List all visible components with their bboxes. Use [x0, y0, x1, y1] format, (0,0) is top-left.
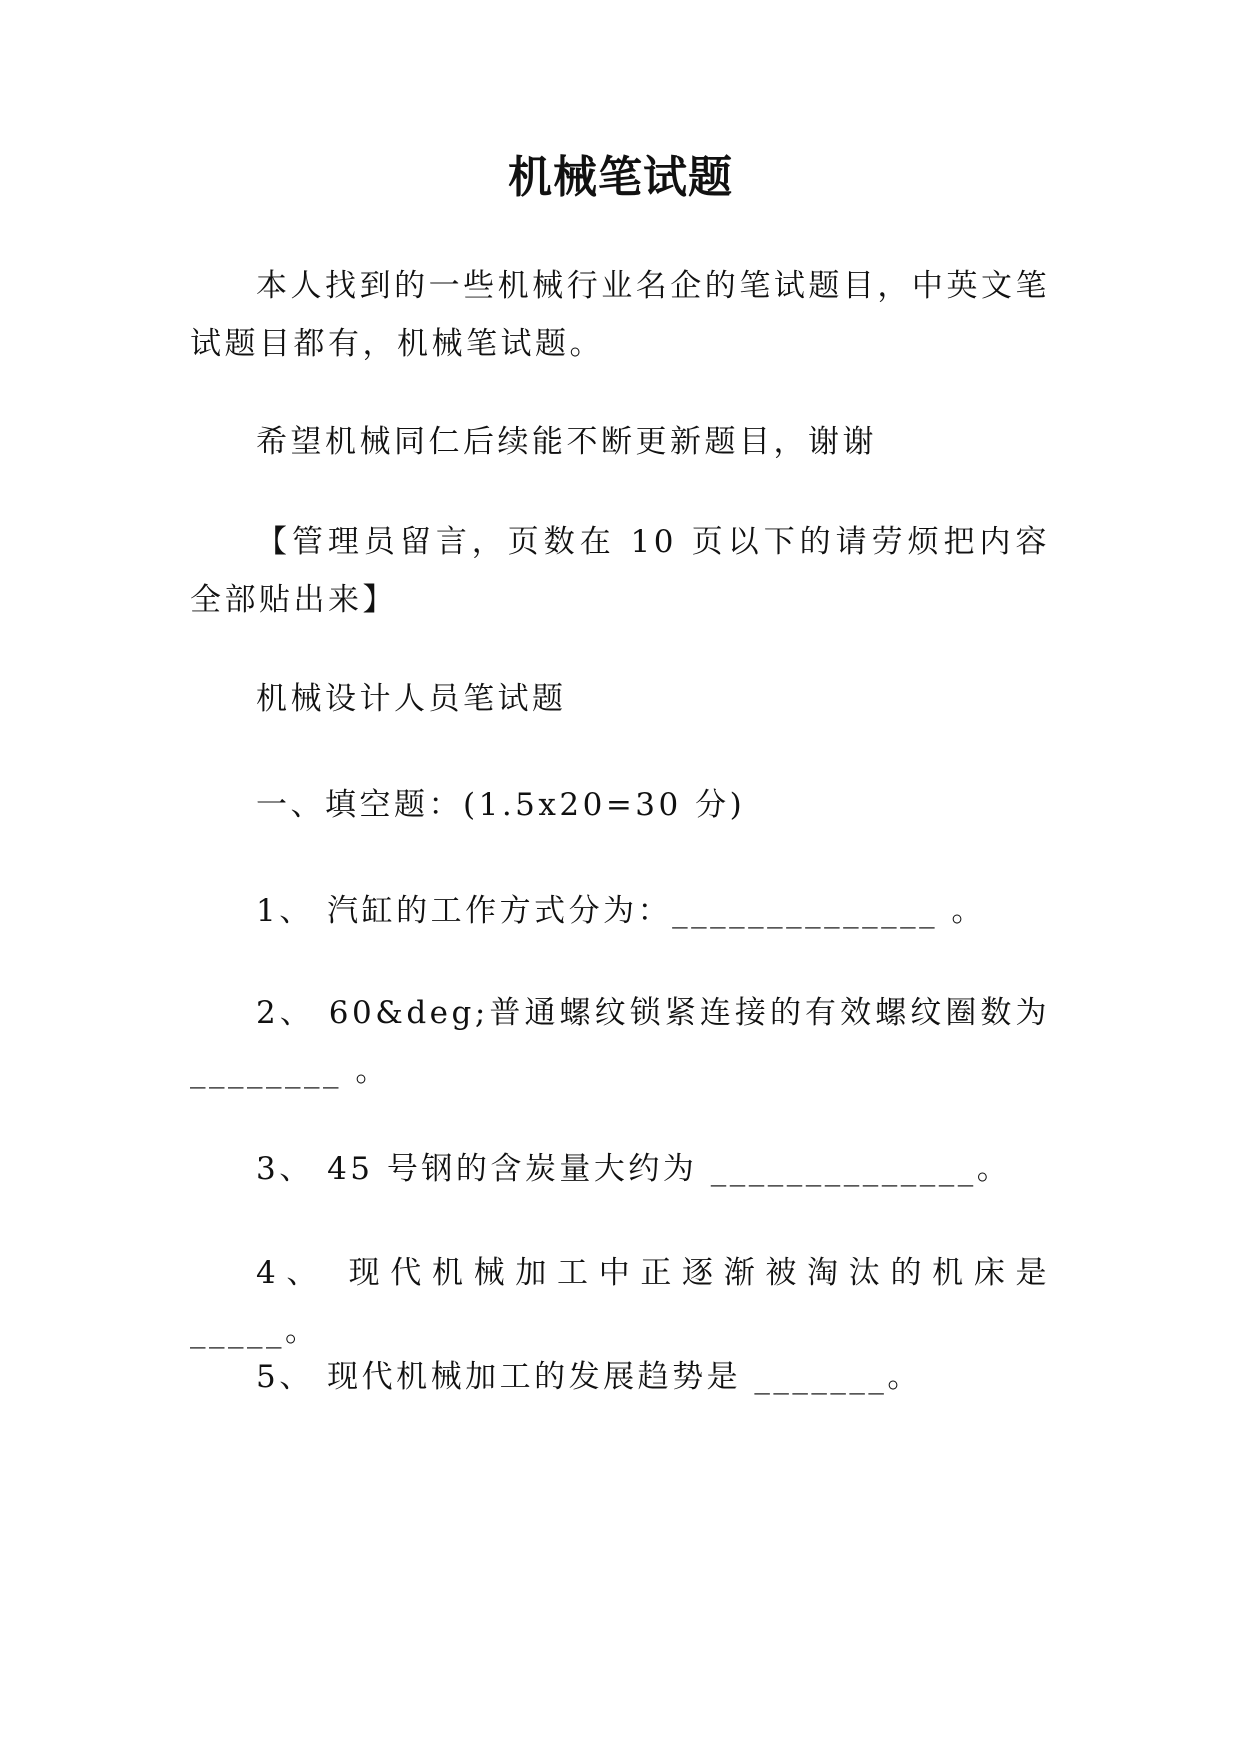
document-title: 机械笔试题 [508, 152, 733, 203]
question-1: 1、 汽缸的工作方式分为：______________ 。 [256, 893, 986, 929]
section-heading: 机械设计人员笔试题 [256, 681, 567, 717]
question-4: 4、 现代机械加工中正逐渐被淘汰的机床是 _____。 [190, 1255, 1064, 1349]
question-5: 5、 现代机械加工的发展趋势是 _______。 [256, 1359, 922, 1395]
intro-paragraph: 本人找到的一些机械行业名企的笔试题目，中英文笔试题目都有，机械笔试题。 [190, 268, 1050, 362]
hope-paragraph: 希望机械同仁后续能不断更新题目，谢谢 [256, 424, 877, 460]
admin-note-paragraph: 【管理员留言，页数在 10 页以下的请劳烦把内容全部贴出来】 [190, 524, 1050, 618]
question-3: 3、 45 号钢的含炭量大约为 ______________。 [256, 1151, 1012, 1187]
question-group-heading: 一、填空题：(1.5x20=30 分) [256, 787, 746, 823]
question-2: 2、 60&deg;普通螺纹锁紧连接的有效螺纹圈数为________ 。 [190, 995, 1050, 1089]
